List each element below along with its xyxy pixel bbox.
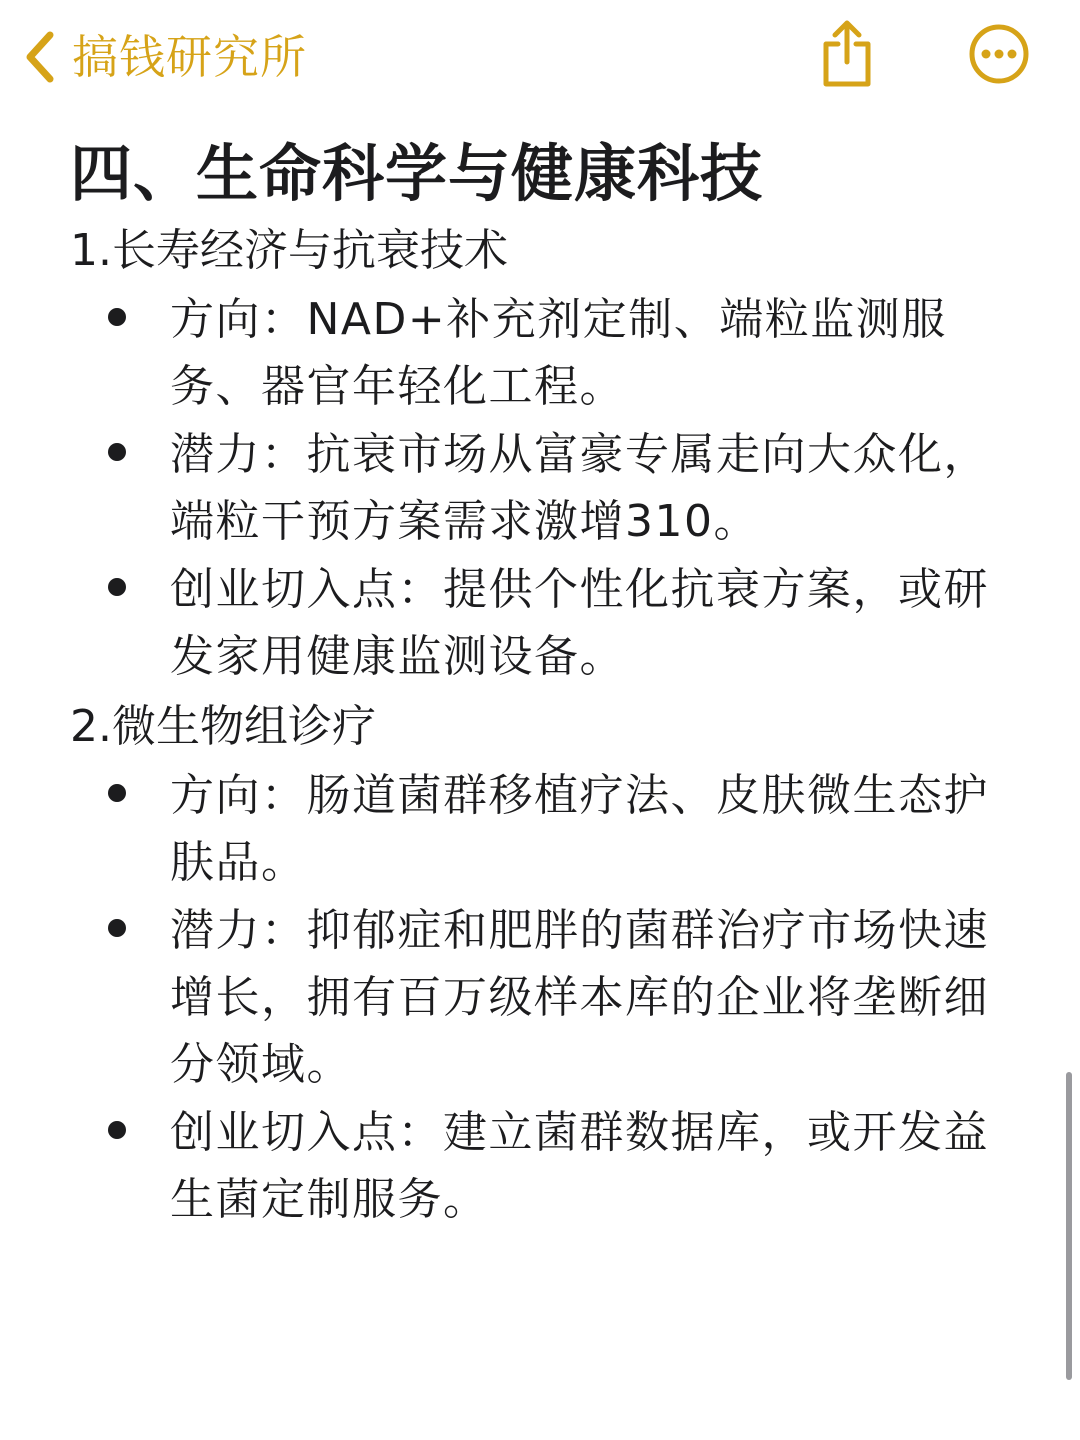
- share-icon: [818, 18, 876, 94]
- back-label: 搞钱研究所: [72, 30, 307, 84]
- bullet-icon: [108, 784, 126, 802]
- list-item: [70, 762, 1010, 896]
- navigation-bar: [0, 0, 1080, 110]
- bullet-list: [70, 286, 1010, 690]
- vertical-scrollbar[interactable]: [1066, 1072, 1072, 1380]
- list-item: [70, 1099, 1010, 1233]
- note-section: [70, 220, 1010, 690]
- section-title: 2.微生物组诊疗: [70, 701, 376, 752]
- back-button[interactable]: [22, 22, 307, 92]
- bullet-icon: [108, 578, 126, 596]
- bullet-icon: [108, 919, 126, 937]
- list-item-text: 潜力：抑郁症和肥胖的菌群治疗市场快速增长，拥有百万级样本库的企业将垄断细分领域。: [170, 905, 989, 1090]
- list-item: [70, 286, 1010, 420]
- bullet-list: [70, 762, 1010, 1233]
- note-body[interactable]: [70, 132, 1010, 1239]
- list-item-text: 方向：NAD+补充剂定制、端粒监测服务、器官年轻化工程。: [170, 294, 947, 412]
- ellipsis-circle-icon: [967, 22, 1031, 90]
- chevron-left-icon: [22, 29, 58, 85]
- list-item-text: 潜力：抗衰市场从富豪专属走向大众化，端粒干预方案需求激增310。: [170, 429, 989, 547]
- bullet-icon: [108, 308, 126, 326]
- note-section: [70, 696, 1010, 1233]
- section-title: 1.长寿经济与抗衰技术: [70, 225, 508, 276]
- more-options-button[interactable]: [964, 18, 1034, 94]
- list-item: [70, 421, 1010, 555]
- list-item-text: 创业切入点：建立菌群数据库，或开发益生菌定制服务。: [170, 1107, 989, 1225]
- share-button[interactable]: [812, 18, 882, 94]
- bullet-icon: [108, 1121, 126, 1139]
- list-item: [70, 556, 1010, 690]
- list-item-text: 方向：肠道菌群移植疗法、皮肤微生态护肤品。: [170, 770, 989, 888]
- list-item-text: 创业切入点：提供个性化抗衰方案，或研发家用健康监测设备。: [170, 564, 989, 682]
- bullet-icon: [108, 443, 126, 461]
- list-item: [70, 897, 1010, 1098]
- note-heading: 四、生命科学与健康科技: [70, 137, 764, 210]
